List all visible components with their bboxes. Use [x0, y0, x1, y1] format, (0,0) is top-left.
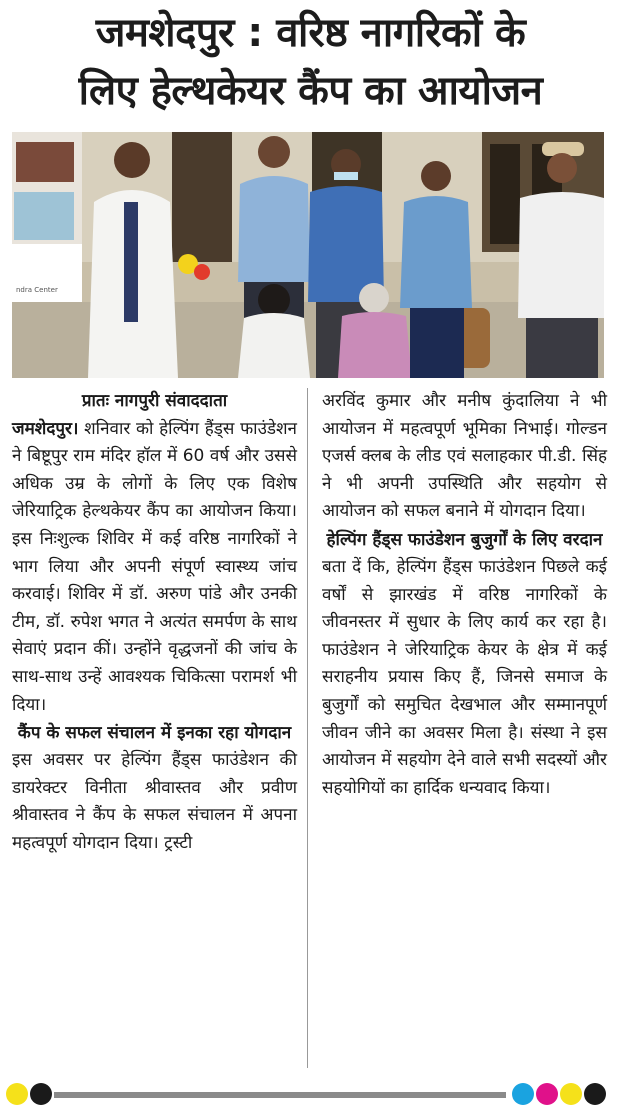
- group-photo-illustration: [12, 132, 604, 378]
- article-paragraph-1: शनिवार को हेल्पिंग हैंड्स फाउंडेशन ने बिष्टूपुर राम मंदिर हॉल में 60 वर्ष और उससे अधिक उम्र के लोगों के लिए एक विशेष जेरियाट्रिक हेल्थकेयर कैंप का आयोजन किया। इस निःशुल्क शिविर में कई वरिष्ठ नागरिकों ने भाग लिया और अपनी संपूर्ण स्वास्थ्य जांच करवाई। शिविर में डॉ. अरुण पांडे और उनकी टीम, डॉ. रुपेश भगत ने अत्यंत समर्पण के साथ सेवाएं प्रदान कीं। उन्होंने वृद्धजनों की जांच के साथ-साथ उन्हें आवश्यक चिकित्सा परामर्श भी दिया।: [12, 418, 297, 715]
- poster-text: ndra Center: [16, 286, 58, 294]
- article-paragraph-3: अरविंद कुमार और मनीष कुंदालिया ने भी आयोजन में महत्वपूर्ण भूमिका निभाई। गोल्डन एजर्स क्लब के लीड एवं सलाहकार पी.डी. सिंह ने भी अपनी उपस्थिति और सहयोग से आयोजन को सफल बनाने में योगदान दिया।: [322, 391, 607, 522]
- registration-dot-magenta: [536, 1083, 558, 1105]
- headline-line-2: लिए हेल्थकेयर कैंप का आयोजन: [78, 68, 543, 114]
- byline: प्रातः नागपुरी संवाददाता: [81, 391, 228, 411]
- article-column-left: [12, 388, 297, 858]
- subheading-contributors: कैंप के सफल संचालन में इनका रहा योगदान: [17, 723, 292, 744]
- registration-dot-yellow: [6, 1083, 28, 1105]
- registration-dot-black: [30, 1083, 52, 1105]
- registration-dot-yellow-2: [560, 1083, 582, 1105]
- news-photo: [12, 132, 604, 378]
- article-column-right: [322, 388, 607, 802]
- registration-dot-cyan: [512, 1083, 534, 1105]
- article-paragraph-2: इस अवसर पर हेल्पिंग हैंड्स फाउंडेशन की डायरेक्टर विनीता श्रीवास्तव और प्रवीण श्रीवास्तव ने कैंप के सफल संचालन में अपना महत्वपूर्ण योगदान दिया। ट्रस्टी: [12, 750, 297, 853]
- registration-dot-black-2: [584, 1083, 606, 1105]
- column-divider: [307, 388, 308, 1068]
- headline-line-1: जमशेदपुर : वरिष्ठ नागरिकों के: [95, 10, 526, 56]
- subheading-foundation: हेल्पिंग हैंड्स फाउंडेशन बुजुर्गों के लिए वरदान: [326, 529, 603, 550]
- footer-rule: [54, 1092, 506, 1098]
- dateline: जमशेदपुर।: [12, 418, 79, 439]
- headline: [8, 4, 613, 120]
- article-paragraph-4: बता दें कि, हेल्पिंग हैंड्स फाउंडेशन पिछले कई वर्षों से झारखंड में वरिष्ठ नागरिकों के जीवनस्तर में सुधार के लिए कार्य कर रहा है। फाउंडेशन ने जेरियाट्रिक केयर के क्षेत्र में कई सराहनीय प्रयास किए हैं, जिनसे समाज के बुजुर्गों को समुचित देखभाल और सम्मानपूर्ण जीवन जीने का अवसर मिला है। संस्था ने इस आयोजन में सहयोग देने वाले सभी सदस्यों और सहयोगियों का हार्दिक धन्यवाद किया।: [322, 556, 607, 798]
